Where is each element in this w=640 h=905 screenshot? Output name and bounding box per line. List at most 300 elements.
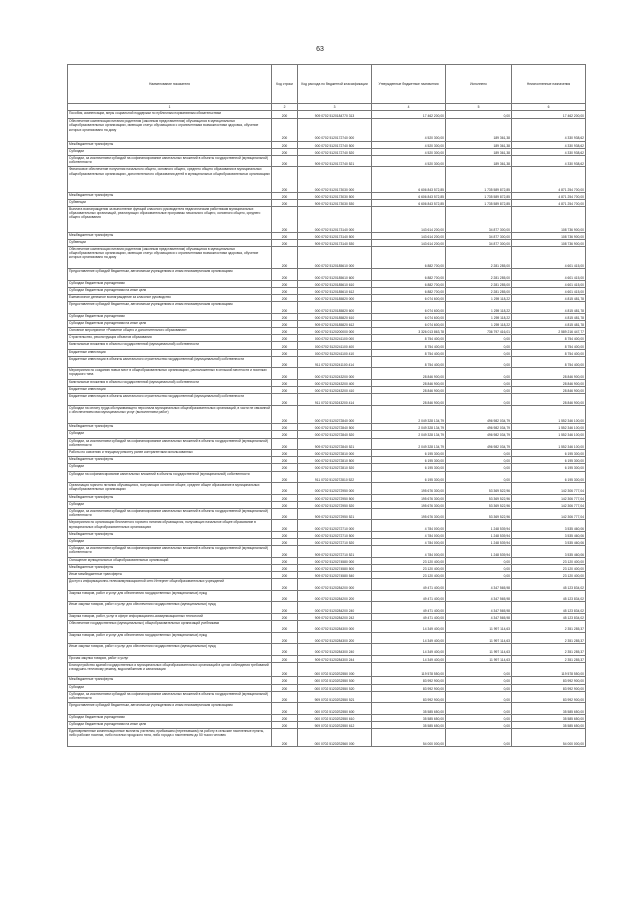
row-line-code: 200: [272, 464, 298, 471]
row-name: Бюджетные инвестиции в объекты капитального строительства государственной (муниципальной) собственности: [68, 394, 272, 406]
row-kbk: 000 0702 5120284200 000: [298, 579, 372, 591]
row-kbk: 000 0702 5120272810 500: [298, 457, 372, 464]
header-executed: Исполнено: [446, 65, 512, 104]
row-name: Работы по освоению и текущему ремонту ранее контрагентами использованных: [68, 450, 272, 457]
row-approved: 8 754 400,00: [372, 356, 446, 368]
row-approved: 35 585 650,00: [372, 703, 446, 715]
row-unexecuted: 142 306 777,04: [512, 501, 586, 508]
row-executed: 496 982 034,79: [446, 405, 512, 423]
row-approved: 4 784 000,00: [372, 520, 446, 532]
row-kbk: 911 0702 5120272810 522: [298, 471, 372, 483]
row-name: Субсидии, за исключением субсидий на софинансирование капитальных вложений в объекты государственной (муниципальной) собственности: [68, 691, 272, 703]
row-kbk: 000 0702 5120172740 520: [298, 148, 372, 155]
row-name: Субсидии на оплату труда обслуживающего персонала муниципальных общеобразовательных организаций, в части не связанной с обеспечением ими муниципальных услуг (выполнением работ): [68, 405, 272, 423]
row-unexecuted: 4 601 415,00: [512, 287, 586, 294]
row-name: Иные закупки товаров, работ и услуг для обеспечения государственных (муниципальных) нужд: [68, 644, 272, 656]
row-name: Организация горячего питания обучающихся, получающих основное общее, среднее общее образование в муниципальных общеобразовательных организациях: [68, 483, 272, 495]
row-name: Закупка товаров, работ и услуг для обеспечения государственных (муниципальных) нужд: [68, 590, 272, 602]
row-unexecuted: 28 846 900,00: [512, 368, 586, 380]
row-approved: 8 754 400,00: [372, 342, 446, 349]
row-executed: 34 877 300,00: [446, 239, 512, 246]
table-row: [68, 464, 586, 471]
row-approved: 6 195 300,00: [372, 450, 446, 457]
row-kbk: 911 0702 5120241100 414: [298, 356, 372, 368]
page-number: 63: [316, 46, 324, 53]
table-row: [68, 565, 586, 572]
table-row: [68, 471, 586, 483]
row-executed: 1 248 539,94: [446, 520, 512, 532]
row-executed: 0,00: [446, 111, 512, 119]
table-row: [68, 539, 586, 546]
row-unexecuted: 45 123 834,02: [512, 579, 586, 591]
row-line-code: 200: [272, 632, 298, 644]
table-row: [68, 387, 586, 394]
row-executed: 0,00: [446, 335, 512, 342]
table-row: [68, 691, 586, 703]
row-approved: 6 074 600,00: [372, 295, 446, 302]
row-unexecuted: 35 585 650,00: [512, 714, 586, 721]
row-line-code: 200: [272, 483, 298, 495]
header-index: 3: [298, 104, 372, 111]
row-unexecuted: 2 589 216 447,77: [512, 328, 586, 335]
table-row: [68, 207, 586, 232]
row-executed: 0,00: [446, 721, 512, 728]
row-kbk: 000 0702 5120284300 240: [298, 644, 372, 656]
row-executed: 0,00: [446, 356, 512, 368]
row-name: Предоставление субсидий бюджетным, автономным учреждениям и иным некоммерческим организациям: [68, 269, 272, 281]
row-name: Капитальные вложения в объекты государственной (муниципальной) собственности: [68, 342, 272, 349]
row-kbk: 909 0702 5120173030 530: [298, 200, 372, 207]
row-unexecuted: 4 601 415,00: [512, 269, 586, 281]
row-unexecuted: 54 000 000,00: [512, 729, 586, 747]
row-approved: 49 471 400,00: [372, 602, 446, 614]
row-name: Межбюджетные трансферты: [68, 232, 272, 239]
row-unexecuted: 4 871 254 700,00: [512, 167, 586, 192]
row-kbk: 000 0702 5120243200 000: [298, 368, 372, 380]
row-approved: 83 992 900,00: [372, 691, 446, 703]
row-executed: 0,00: [446, 729, 512, 747]
row-approved: 83 992 900,00: [372, 677, 446, 684]
table-row: [68, 246, 586, 268]
table-row: [68, 335, 586, 342]
table-row: [68, 200, 586, 207]
table-row: [68, 295, 586, 302]
table-row: [68, 379, 586, 386]
row-unexecuted: 45 123 834,02: [512, 590, 586, 602]
row-line-code: 200: [272, 621, 298, 633]
row-approved: 4 520 300,00: [372, 148, 446, 155]
row-approved: 143 614 200,00: [372, 207, 446, 232]
row-line-code: 200: [272, 335, 298, 342]
row-name: Субсидии бюджетным учреждениям: [68, 280, 272, 287]
row-line-code: 200: [272, 714, 298, 721]
row-unexecuted: 1 552 346 100,00: [512, 405, 586, 423]
row-executed: 53 369 522,96: [446, 501, 512, 508]
table-row: [68, 287, 586, 294]
table-row: [68, 494, 586, 501]
table-row: [68, 508, 586, 520]
row-approved: 4 520 300,00: [372, 119, 446, 141]
row-unexecuted: 2 351 285,37: [512, 644, 586, 656]
row-kbk: 000 0702 5120173030 500: [298, 192, 372, 199]
row-kbk: 000 0702 5120241100 000: [298, 335, 372, 342]
row-approved: 2 049 328 134,79: [372, 438, 446, 450]
row-line-code: 200: [272, 119, 298, 141]
row-name: Мероприятия по созданию новых мест в общеобразовательных организациях, расположенных в сельской местности и поселках городского типа: [68, 368, 272, 380]
row-kbk: 000 0702 5120284300 200: [298, 632, 372, 644]
row-unexecuted: 4 871 254 700,00: [512, 200, 586, 207]
row-name: Межбюджетные трансферты: [68, 141, 272, 148]
header-index: 2: [272, 104, 298, 111]
row-line-code: 200: [272, 356, 298, 368]
row-approved: 6 606 843 572,85: [372, 167, 446, 192]
row-approved: 6 882 700,00: [372, 246, 446, 268]
row-executed: 4 347 565,98: [446, 602, 512, 614]
row-kbk: 909 0702 5120284200 242: [298, 613, 372, 620]
row-line-code: 200: [272, 302, 298, 314]
row-executed: 2 281 285,00: [446, 269, 512, 281]
row-executed: 11 997 114,63: [446, 655, 512, 662]
row-name: Обеспечение компенсации питания родителям (законным представителям) обучающихся в муниципальных общеобразовательных организациях, имеющих статус обучающихся с ограниченными возможностями здоровья, обучение которых организовано на дому: [68, 119, 272, 141]
header-name: Наименование показателя: [68, 65, 272, 104]
table-row: [68, 721, 586, 728]
row-line-code: 200: [272, 655, 298, 662]
row-kbk: 000 0702 5120272840 520: [298, 431, 372, 438]
row-kbk: 909 0702 5120184770 313: [298, 111, 372, 119]
row-approved: 6 882 700,00: [372, 269, 446, 281]
row-kbk: 000 0702 5120200000 000: [298, 328, 372, 335]
row-unexecuted: 3 535 460,06: [512, 539, 586, 546]
row-executed: 0,00: [446, 684, 512, 691]
row-approved: 4 784 000,00: [372, 531, 446, 538]
row-name: Капитальные вложения в объекты государственной (муниципальной) собственности: [68, 379, 272, 386]
table-row: [68, 677, 586, 684]
row-kbk: 000 0702 5120185820 600: [298, 302, 372, 314]
row-approved: 35 585 650,00: [372, 714, 446, 721]
table-header: [68, 65, 586, 111]
row-kbk: 909 0702 5120185820 612: [298, 320, 372, 327]
row-executed: 0,00: [446, 349, 512, 356]
table-row: [68, 520, 586, 532]
row-approved: 2 049 328 134,79: [372, 424, 446, 431]
row-line-code: 200: [272, 342, 298, 349]
row-executed: 1 735 589 872,85: [446, 200, 512, 207]
row-executed: 0,00: [446, 691, 512, 703]
row-executed: 0,00: [446, 368, 512, 380]
row-approved: 28 846 900,00: [372, 387, 446, 394]
row-executed: 4 347 565,98: [446, 579, 512, 591]
row-approved: 35 585 650,00: [372, 721, 446, 728]
row-line-code: 200: [272, 501, 298, 508]
row-line-code: 200: [272, 539, 298, 546]
row-approved: 4 520 300,00: [372, 155, 446, 167]
table-row: [68, 714, 586, 721]
row-line-code: 200: [272, 192, 298, 199]
row-line-code: 200: [272, 246, 298, 268]
row-line-code: 200: [272, 590, 298, 602]
row-approved: 2 049 328 134,79: [372, 405, 446, 423]
row-approved: 6 074 600,00: [372, 302, 446, 314]
row-executed: 11 997 114,63: [446, 621, 512, 633]
row-unexecuted: 4 330 938,62: [512, 141, 586, 148]
row-name: Субсидии: [68, 148, 272, 155]
row-executed: 0,00: [446, 662, 512, 677]
row-kbk: 000 0702 5120243200 410: [298, 387, 372, 394]
header-index: 6: [512, 104, 586, 111]
row-executed: 189 361,38: [446, 141, 512, 148]
row-line-code: 200: [272, 691, 298, 703]
row-unexecuted: 6 195 300,00: [512, 450, 586, 457]
row-name: Субсидии бюджетным учреждениям: [68, 714, 272, 721]
row-approved: 4 784 000,00: [372, 539, 446, 546]
row-approved: 23 120 400,00: [372, 557, 446, 564]
row-name: Субсидии на софинансирование капитальных вложений в объекты государственной (муниципальной) собственности: [68, 471, 272, 483]
row-line-code: 200: [272, 328, 298, 335]
row-line-code: 200: [272, 313, 298, 320]
table-body: [68, 111, 586, 747]
row-executed: 11 997 114,63: [446, 632, 512, 644]
table-row: [68, 232, 586, 239]
row-unexecuted: 23 120 400,00: [512, 572, 586, 579]
row-name: Межбюджетные трансферты: [68, 531, 272, 538]
row-unexecuted: 8 754 400,00: [512, 335, 586, 342]
row-line-code: 200: [272, 729, 298, 747]
table-row: [68, 167, 586, 192]
row-unexecuted: 8 754 400,00: [512, 356, 586, 368]
row-unexecuted: 83 992 900,00: [512, 677, 586, 684]
row-line-code: 200: [272, 613, 298, 620]
row-name: Субсидии, за исключением субсидий на софинансирование капитальных вложений в объекты государственной (муниципальной) собственности: [68, 155, 272, 167]
row-name: Оснащение муниципальных общеобразовательных организаций: [68, 557, 272, 564]
table-row: [68, 111, 586, 119]
row-kbk: 000 0702 5120173140 500: [298, 232, 372, 239]
row-approved: 195 676 300,00: [372, 501, 446, 508]
row-kbk: 911 0702 5120243200 414: [298, 394, 372, 406]
row-approved: 143 614 200,00: [372, 239, 446, 246]
table-row: [68, 192, 586, 199]
row-approved: 6 195 300,00: [372, 457, 446, 464]
row-line-code: 200: [272, 379, 298, 386]
table-row: [68, 148, 586, 155]
row-executed: 0,00: [446, 677, 512, 684]
row-executed: 34 877 300,00: [446, 207, 512, 232]
table-row: [68, 632, 586, 644]
table-row: [68, 356, 586, 368]
row-line-code: 200: [272, 572, 298, 579]
row-executed: 2 281 285,00: [446, 280, 512, 287]
row-kbk: 000 0702 5120272810 000: [298, 450, 372, 457]
row-kbk: 909 0702 51202S2550 612: [298, 721, 372, 728]
row-name: Межбюджетные трансферты: [68, 192, 272, 199]
row-name: Субсидии: [68, 684, 272, 691]
row-approved: 195 676 300,00: [372, 483, 446, 495]
row-unexecuted: 17 462 200,00: [512, 111, 586, 119]
row-unexecuted: 4 815 481,78: [512, 313, 586, 320]
row-approved: 195 676 300,00: [372, 508, 446, 520]
row-line-code: 200: [272, 520, 298, 532]
table-row: [68, 328, 586, 335]
row-line-code: 200: [272, 546, 298, 558]
row-kbk: 000 0702 5120272950 520: [298, 501, 372, 508]
table-row: [68, 302, 586, 314]
row-kbk: 000 0702 5120185610 612: [298, 287, 372, 294]
row-unexecuted: 4 815 481,78: [512, 295, 586, 302]
row-executed: 11 997 114,63: [446, 644, 512, 656]
row-kbk: 000 0702 5120274580 500: [298, 565, 372, 572]
row-name: Бюджетные инвестиции: [68, 387, 272, 394]
row-kbk: 000 0702 5120272710 500: [298, 531, 372, 538]
table-row: [68, 141, 586, 148]
row-executed: 53 369 522,96: [446, 508, 512, 520]
row-executed: 0,00: [446, 387, 512, 394]
table-row: [68, 572, 586, 579]
table-row: [68, 729, 586, 747]
row-approved: 4 784 000,00: [372, 546, 446, 558]
table-row: [68, 613, 586, 620]
row-kbk: 909 0702 5120172740 521: [298, 155, 372, 167]
row-name: Бюджетные инвестиции: [68, 349, 272, 356]
row-kbk: 000 0702 5120185820 610: [298, 313, 372, 320]
header-approved: Утвержденные бюджетные назначения: [372, 65, 446, 104]
row-executed: 1 735 589 872,85: [446, 167, 512, 192]
row-unexecuted: 6 195 300,00: [512, 471, 586, 483]
row-line-code: 200: [272, 494, 298, 501]
row-kbk: 000 0702 51202S2550 520: [298, 684, 372, 691]
row-line-code: 200: [272, 155, 298, 167]
row-line-code: 200: [272, 295, 298, 302]
row-executed: 53 369 522,96: [446, 483, 512, 495]
row-line-code: 200: [272, 287, 298, 294]
table-row: [68, 342, 586, 349]
row-name: Мероприятия по организации бесплатного горячего питания обучающихся, получающих начальное общее образование в муниципальных общеобразовательных организациях: [68, 520, 272, 532]
header-kbk: Код расхода по бюджетной классификации: [298, 65, 372, 104]
row-approved: 6 195 300,00: [372, 464, 446, 471]
row-name: Межбюджетные трансферты: [68, 457, 272, 464]
row-approved: 119 578 550,00: [372, 662, 446, 677]
row-unexecuted: 4 601 415,00: [512, 280, 586, 287]
row-executed: 496 982 034,79: [446, 438, 512, 450]
row-name: Межбюджетные трансферты: [68, 565, 272, 572]
row-line-code: 200: [272, 531, 298, 538]
header-index: 1: [68, 104, 272, 111]
row-line-code: 200: [272, 431, 298, 438]
row-unexecuted: 142 306 777,04: [512, 483, 586, 495]
row-executed: 0,00: [446, 572, 512, 579]
row-executed: 0,00: [446, 342, 512, 349]
row-kbk: 000 0702 5120172740 500: [298, 141, 372, 148]
row-approved: 14 349 400,00: [372, 632, 446, 644]
row-line-code: 200: [272, 662, 298, 677]
row-name: Основное мероприятие «Развитие общего и дополнительного образования»: [68, 328, 272, 335]
row-approved: 6 606 843 572,85: [372, 200, 446, 207]
row-kbk: 000 0702 51202S2550 610: [298, 714, 372, 721]
row-unexecuted: 4 871 254 700,00: [512, 192, 586, 199]
row-approved: 49 471 400,00: [372, 590, 446, 602]
row-approved: 28 846 900,00: [372, 368, 446, 380]
row-unexecuted: 83 992 900,00: [512, 684, 586, 691]
row-line-code: 200: [272, 394, 298, 406]
table-row: [68, 239, 586, 246]
row-name: Строительство, реконструкция объектов образования: [68, 335, 272, 342]
header-unexecuted: Неисполненные назначения: [512, 65, 586, 104]
table-row: [68, 450, 586, 457]
row-approved: 14 349 400,00: [372, 621, 446, 633]
row-name: Прочая закупка товаров, работ и услуг: [68, 655, 272, 662]
row-name: Бюджетные инвестиции в объекты капитального строительства государственной (муниципальной) собственности: [68, 356, 272, 368]
row-line-code: 200: [272, 167, 298, 192]
row-line-code: 200: [272, 438, 298, 450]
row-unexecuted: 4 601 415,00: [512, 246, 586, 268]
table-row: [68, 313, 586, 320]
row-name: Субвенции: [68, 239, 272, 246]
row-name: Иные межбюджетные трансферты: [68, 572, 272, 579]
table-row: [68, 621, 586, 633]
row-kbk: 909 0702 51202S2550 521: [298, 691, 372, 703]
row-executed: 0,00: [446, 703, 512, 715]
row-executed: 1 248 539,94: [446, 539, 512, 546]
row-executed: 34 877 300,00: [446, 232, 512, 239]
row-approved: 6 606 843 572,85: [372, 192, 446, 199]
row-unexecuted: 28 846 900,00: [512, 394, 586, 406]
row-approved: 23 120 400,00: [372, 565, 446, 572]
table-row: [68, 368, 586, 380]
table-row: [68, 531, 586, 538]
row-kbk: 909 0702 5120284300 244: [298, 655, 372, 662]
row-line-code: 200: [272, 349, 298, 356]
row-executed: 736 797 416,01: [446, 328, 512, 335]
row-executed: 496 982 034,79: [446, 431, 512, 438]
row-kbk: 000 0702 5120173030 000: [298, 167, 372, 192]
table-row: [68, 644, 586, 656]
row-line-code: 200: [272, 320, 298, 327]
row-line-code: 200: [272, 565, 298, 572]
table-row: [68, 602, 586, 614]
row-line-code: 200: [272, 602, 298, 614]
row-unexecuted: 3 535 460,06: [512, 531, 586, 538]
row-unexecuted: 1 552 346 100,00: [512, 438, 586, 450]
row-approved: 6 195 300,00: [372, 471, 446, 483]
row-approved: 49 471 400,00: [372, 579, 446, 591]
row-name: Субсидии, за исключением субсидий на софинансирование капитальных вложений в объекты государственной (муниципальной) собственности: [68, 508, 272, 520]
row-line-code: 200: [272, 424, 298, 431]
row-executed: 1 248 539,94: [446, 531, 512, 538]
row-approved: 6 074 600,00: [372, 313, 446, 320]
budget-table: [67, 64, 586, 747]
row-unexecuted: 4 815 481,78: [512, 302, 586, 314]
row-executed: 4 347 565,98: [446, 590, 512, 602]
row-kbk: 000 0702 5120272710 000: [298, 520, 372, 532]
row-name: Субсидии, за исключением субсидий на софинансирование капитальных вложений в объекты государственной (муниципальной) собственности: [68, 546, 272, 558]
row-name: Субсидии: [68, 431, 272, 438]
row-name: Субвенции: [68, 200, 272, 207]
row-line-code: 200: [272, 677, 298, 684]
table-row: [68, 269, 586, 281]
row-line-code: 200: [272, 239, 298, 246]
row-unexecuted: 108 736 900,00: [512, 207, 586, 232]
row-kbk: 000 0702 51202S2550 500: [298, 677, 372, 684]
row-approved: 3 326 013 863,78: [372, 328, 446, 335]
row-kbk: 000 0702 5120284300 000: [298, 621, 372, 633]
row-executed: 1 259 118,22: [446, 295, 512, 302]
row-line-code: 200: [272, 387, 298, 394]
table-row: [68, 424, 586, 431]
row-line-code: 200: [272, 368, 298, 380]
row-unexecuted: 3 535 460,06: [512, 546, 586, 558]
row-name: Субсидии бюджетным учреждениям на иные цели: [68, 721, 272, 728]
row-unexecuted: 4 330 938,62: [512, 148, 586, 155]
row-name: Пособия, компенсации, меры социальной поддержки по публичным нормативным обязательствам: [68, 111, 272, 119]
row-kbk: 909 0702 5120272710 521: [298, 546, 372, 558]
